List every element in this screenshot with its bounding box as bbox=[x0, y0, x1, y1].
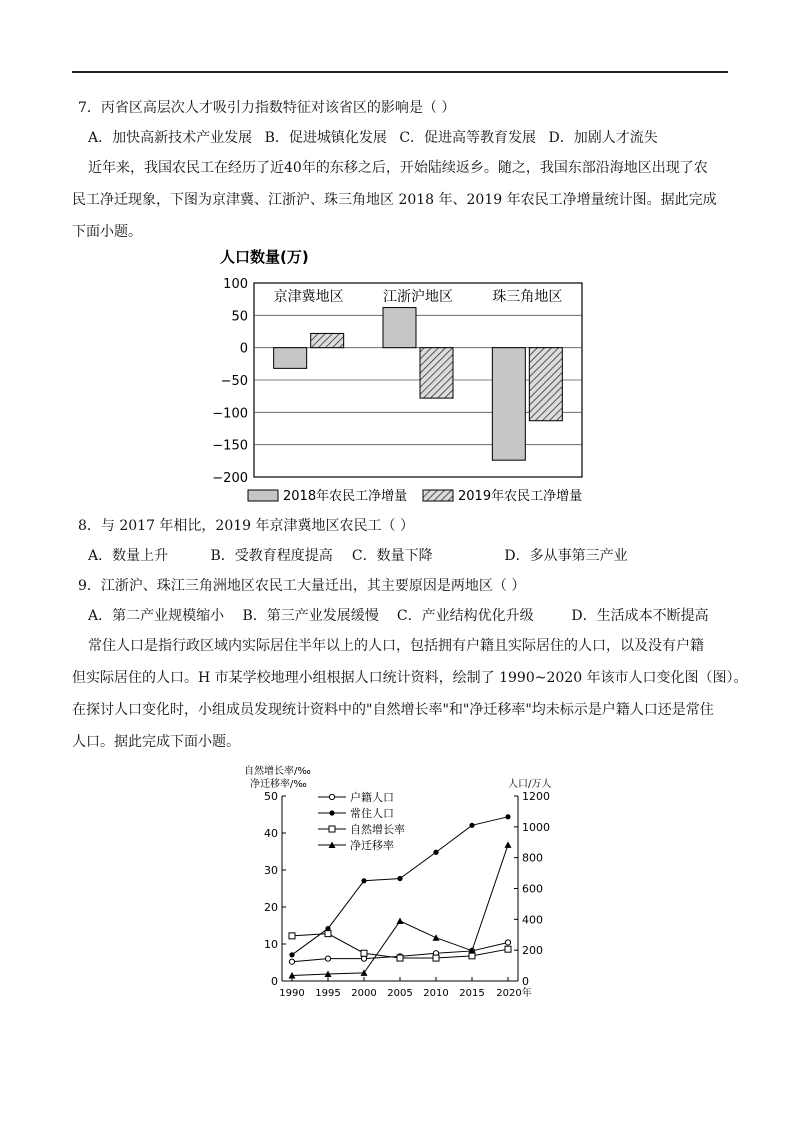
chart2-point bbox=[505, 814, 510, 819]
chart2-point bbox=[469, 953, 475, 959]
q9-stem: 9．江浙沪、珠江三角洲地区农民工大量迁出，其主要原因是两地区（ ） bbox=[78, 578, 526, 594]
chart2-legend-label: 自然增长率 bbox=[350, 823, 405, 836]
chart2-point bbox=[505, 946, 511, 952]
chart2-x-tick-label: 2005 bbox=[387, 988, 413, 999]
chart2-right-tick-label: 200 bbox=[522, 944, 543, 958]
passage2-line-3: 在探讨人口变化时，小组成员发现统计资料中的"自然增长率"和"净迁移率"均未标示是户籍人口还是常住 bbox=[72, 702, 714, 718]
q8-options bbox=[88, 546, 628, 566]
chart2-left-tick-label: 30 bbox=[264, 864, 278, 877]
q7-option-a[interactable]: A．加快高新技术产业发展 bbox=[88, 130, 253, 146]
chart1-bar bbox=[383, 308, 416, 348]
chart1-bar bbox=[529, 348, 562, 421]
chart2-x-tick-label: 1995 bbox=[315, 988, 341, 999]
chart2-point bbox=[329, 810, 334, 815]
chart2-point bbox=[505, 841, 512, 848]
chart2-x-tick-label: 2020年 bbox=[496, 988, 532, 999]
chart1-ytick-label: 0 bbox=[239, 341, 248, 357]
chart2-point bbox=[289, 933, 295, 939]
chart1-ytick-label: −100 bbox=[212, 406, 248, 422]
chart2-right-tick-label: 400 bbox=[522, 913, 543, 927]
chart1-ytick-label: 50 bbox=[231, 309, 248, 325]
passage1-line-2: 民工净迁现象，下图为京津冀、江浙沪、珠三角地区 2018 年、2019 年农民工净增量统计图。据此完成 bbox=[72, 192, 717, 208]
chart2-x-tick-label: 2010 bbox=[423, 988, 449, 999]
passage1-line-1: 近年来，我国农民工在经历了近40年的东移之后，开始陆续返乡。随之，我国东部沿海地区出现了农 bbox=[88, 160, 708, 176]
chart2-legend-label: 净迁移率 bbox=[350, 839, 394, 852]
chart2-left-tick-label: 20 bbox=[264, 901, 278, 914]
chart2-left-axis-label-2: 净迁移率/‰ bbox=[250, 779, 307, 790]
chart1-bar bbox=[492, 348, 525, 461]
chart2-x-tick-label: 2015 bbox=[459, 988, 485, 999]
q9-option-d[interactable]: D．生活成本不断提高 bbox=[571, 608, 709, 624]
chart2-point bbox=[433, 955, 439, 961]
chart2-right-tick-label: 600 bbox=[522, 882, 543, 896]
q7-option-d[interactable]: D．加剧人才流失 bbox=[548, 130, 658, 146]
passage2-line-2: 但实际居住的人口。H 市某学校地理小组根据人口统计资料，绘制了 1990~2020 年该市人口变化图（图）。 bbox=[72, 670, 748, 686]
chart2-point bbox=[325, 931, 331, 937]
q7-stem: 7．丙省区高层次人才吸引力指数特征对该省区的影响是（ ） bbox=[78, 100, 456, 116]
chart2-x-tick-label: 1990 bbox=[279, 988, 305, 999]
chart2-right-tick-label: 1200 bbox=[522, 790, 550, 803]
chart2-point bbox=[433, 850, 438, 855]
chart1-ytick-label: −50 bbox=[220, 374, 248, 389]
q8-stem: 8．与 2017 年相比，2019 年京津冀地区农民工（ ） bbox=[78, 518, 414, 534]
header-rule bbox=[72, 71, 728, 73]
chart2-point bbox=[289, 952, 294, 957]
chart1-ytick-label: 100 bbox=[223, 277, 248, 292]
chart1-ytick-label: −150 bbox=[212, 438, 248, 454]
passage2-line-1: 常住人口是指行政区域内实际居住半年以上的人口，包括拥有户籍且实际居住的人口，以及没有户籍 bbox=[88, 638, 704, 654]
passage1-line-3: 下面小题。 bbox=[72, 224, 142, 240]
q9-option-a[interactable]: A．第二产业规模缩小 bbox=[88, 608, 225, 624]
chart2-right-tick-label: 1000 bbox=[522, 820, 550, 834]
chart2-point bbox=[469, 823, 474, 828]
chart1-category-label: 京津冀地区 bbox=[273, 289, 344, 305]
chart1-legend-swatch bbox=[423, 490, 453, 501]
passage2-line-4: 人口。据此完成下面小题。 bbox=[72, 734, 240, 750]
q7-option-c[interactable]: C．促进高等教育发展 bbox=[399, 130, 537, 146]
chart2-left-axis-label-1: 自然增长率/‰ bbox=[244, 766, 311, 777]
chart1-legend-swatch bbox=[248, 490, 278, 501]
q9-option-b[interactable]: B．第三产业发展缓慢 bbox=[242, 608, 379, 624]
chart2-point bbox=[361, 956, 366, 961]
chart2-point bbox=[325, 956, 330, 961]
chart2-point bbox=[289, 959, 294, 964]
chart2-left-tick-label: 0 bbox=[271, 975, 278, 988]
migrant-workers-bar-chart bbox=[190, 242, 610, 514]
q9-option-c[interactable]: C．产业结构优化升级 bbox=[396, 608, 534, 624]
chart2-right-axis-label: 人口/万人 bbox=[508, 779, 552, 790]
chart2-right-tick-label: 0 bbox=[522, 975, 529, 988]
chart1-bar bbox=[311, 333, 344, 347]
chart2-legend-label: 常住人口 bbox=[350, 807, 394, 820]
chart2-legend-label: 户籍人口 bbox=[350, 791, 394, 804]
chart2-point bbox=[397, 955, 403, 961]
chart1-bar bbox=[420, 348, 453, 398]
chart2-point bbox=[397, 876, 402, 881]
chart2-right-tick-label: 800 bbox=[522, 851, 543, 865]
chart2-left-tick-label: 10 bbox=[264, 938, 278, 951]
chart2-point bbox=[361, 878, 366, 883]
chart2-point bbox=[361, 950, 367, 956]
chart2-point bbox=[329, 794, 334, 799]
chart1-bar bbox=[274, 348, 307, 369]
chart2-left-tick-label: 50 bbox=[264, 790, 278, 803]
q8-option-d[interactable]: D．多从事第三产业 bbox=[504, 548, 628, 564]
chart1-category-label: 珠三角地区 bbox=[492, 289, 563, 305]
q9-options bbox=[88, 606, 709, 626]
q8-option-b[interactable]: B．受教育程度提高 bbox=[210, 548, 333, 564]
q8-option-a[interactable]: A．数量上升 bbox=[88, 548, 169, 564]
chart2-point bbox=[433, 934, 440, 941]
chart2-left-tick-label: 40 bbox=[264, 827, 278, 840]
chart1-legend-label: 2019年农民工净增量 bbox=[458, 489, 583, 504]
chart2-point bbox=[329, 826, 335, 832]
city-population-line-chart bbox=[236, 762, 566, 1002]
chart2-point bbox=[505, 940, 510, 945]
chart2-x-tick-label: 2000 bbox=[351, 988, 377, 999]
chart1-title: 人口数量(万) bbox=[220, 248, 309, 266]
chart1-ytick-label: −200 bbox=[212, 471, 248, 486]
chart2-point bbox=[397, 918, 404, 925]
chart1-category-label: 江浙沪地区 bbox=[383, 289, 453, 305]
q7-option-b[interactable]: B．促进城镇化发展 bbox=[264, 130, 387, 146]
q8-option-c[interactable]: C．数量下降 bbox=[351, 548, 433, 564]
chart1-legend-label: 2018年农民工净增量 bbox=[283, 489, 408, 504]
q7-options bbox=[88, 128, 658, 148]
